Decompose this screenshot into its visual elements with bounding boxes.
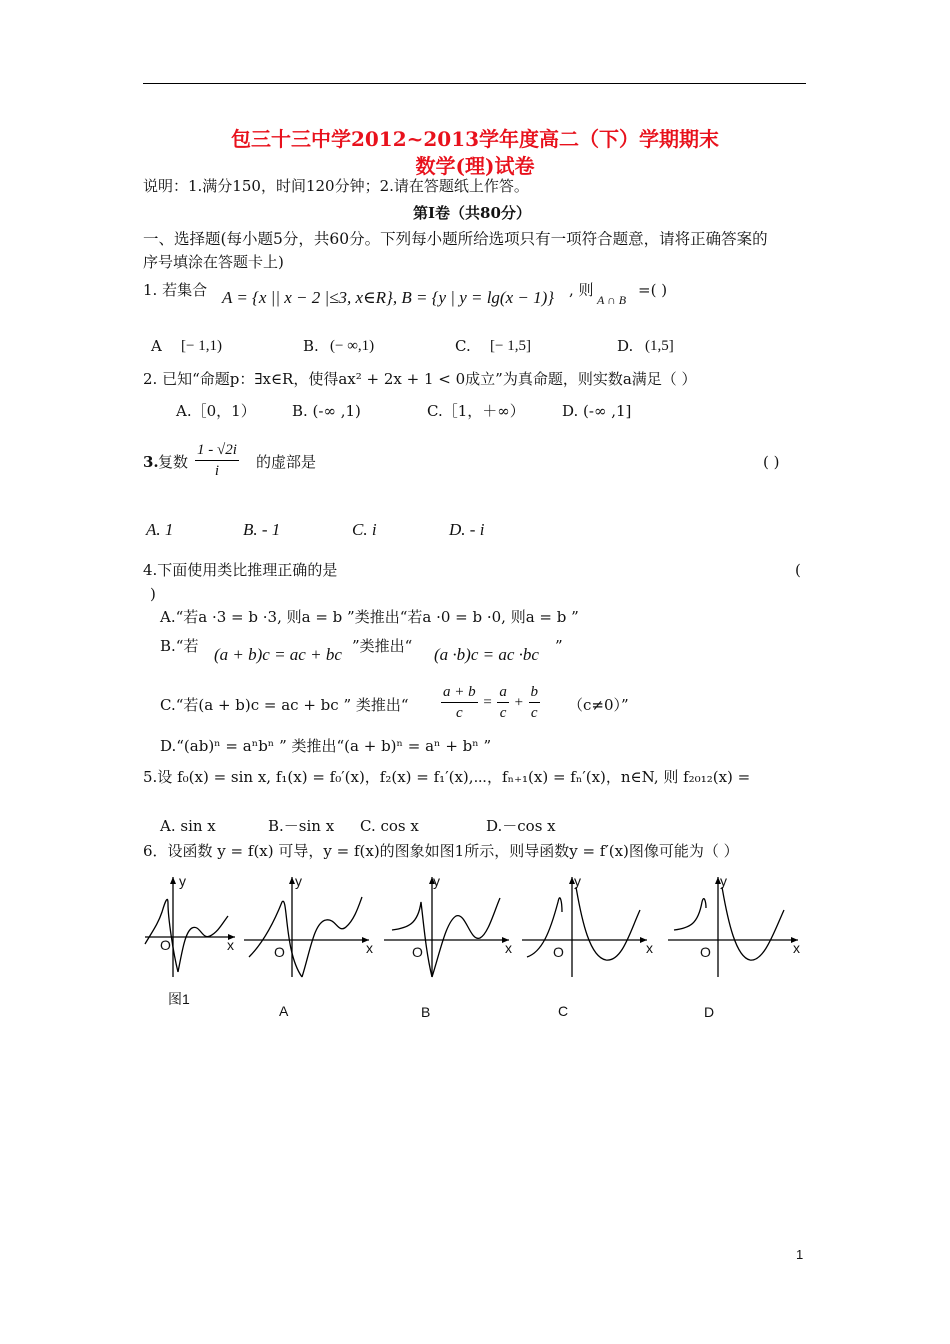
q3-fraction — [195, 440, 239, 481]
q4-frac3-den: c — [530, 705, 538, 721]
q4-option-c-1: C.“若(a + b)c = ac + bc ” 类推出“ — [160, 696, 409, 714]
q1-option-c: [− 1,5] — [490, 338, 531, 354]
graph-a-origin: O — [274, 944, 285, 960]
q6-text: 6．设函数 y = f(x) 可导，y = f(x)的图象如图1所示，则导函数y = f′(x)图像可能为（ ） — [143, 842, 739, 860]
graph-d-caption: D — [704, 1004, 715, 1020]
q4-plus: + — [513, 694, 524, 711]
q3-paren: ( ) — [763, 453, 780, 471]
graph-c-x-label: x — [646, 940, 653, 956]
q2-text: 2. 已知“命题p：∃x∈R，使得ax² + 2x + 1 < 0成立”为真命题，则实数a满足（ ） — [143, 370, 697, 388]
q2-option-d: D. (-∞ ,1] — [562, 402, 632, 420]
q5-option-b: B.－sin x — [268, 817, 335, 835]
q4-option-b-1: B.“若 — [160, 637, 199, 655]
q3-option-b: B. - 1 — [243, 520, 281, 539]
q4-option-b-math2: (a ·b)c = ac ·bc — [434, 645, 539, 664]
graph-a-x-label: x — [366, 940, 373, 956]
q4-frac1-num: a + b — [441, 682, 478, 703]
q1-option-b-key: B. — [303, 337, 319, 355]
section-heading-cont: 序号填涂在答题卡上) — [143, 253, 284, 271]
q4-option-a: A.“若a ·3 = b ·3, 则a = b ”类推出“若a ·0 = b ·0, 则a = b ” — [160, 608, 579, 626]
q4-frac-2 — [497, 682, 509, 723]
graph-a-y-label: y — [295, 873, 302, 889]
q4-option-b-3: ” — [555, 637, 563, 655]
q4-frac-1 — [441, 682, 478, 723]
q1-option-c-key: C. — [455, 337, 471, 355]
q4-option-c-3: （c≠0）” — [568, 696, 629, 714]
q3-numerator: 1 - √2i — [195, 440, 239, 461]
graph-d-x-label: x — [793, 940, 800, 956]
q4-frac-3 — [529, 682, 541, 723]
q2-option-b: B. (-∞ ,1) — [292, 402, 361, 420]
part-title: 第Ⅰ卷（共80分） — [413, 204, 531, 222]
q3-denominator: i — [214, 463, 220, 479]
section-heading: 一、选择题(每小题5分，共60分。下列每小题所给选项只有一项符合题意，请将正确答案的 — [143, 230, 768, 248]
q4-paren-close: ) — [150, 585, 156, 603]
q1-label: 1. 若集合 — [143, 281, 208, 299]
q4-option-d: D.“(ab)ⁿ = aⁿbⁿ ” 类推出“(a + b)ⁿ = aⁿ + bⁿ ” — [160, 737, 492, 755]
q4-option-c-fracs — [441, 682, 540, 723]
q5-text: 5.设 f₀(x) = sin x, f₁(x) = f₀′(x)，f₂(x) = f₁′(x),⋯，fₙ₊₁(x) = fₙ′(x)，n∈N, 则 f₂₀₁₂(x) = — [143, 768, 751, 786]
q3-fraction-body — [195, 440, 239, 481]
q1-intersection: A ∩ B — [597, 293, 627, 307]
q3-tail: 的虚部是 — [256, 453, 317, 471]
q4-equals: = — [482, 694, 493, 711]
q4-frac2-num: a — [497, 682, 509, 703]
graph-c-caption: C — [558, 1003, 569, 1019]
graph-d-origin: O — [700, 944, 711, 960]
q5-option-a: A. sin x — [160, 817, 216, 835]
q1-option-a: [− 1,1) — [181, 338, 222, 354]
graph1-y-label: y — [179, 873, 186, 889]
q4-frac1-den: c — [455, 705, 463, 721]
graph-a-caption: A — [279, 1003, 289, 1019]
page-number: 1 — [796, 1247, 804, 1262]
q3-label: 3. — [143, 453, 159, 471]
graph1-x-label: x — [227, 937, 234, 953]
q4-frac2-den: c — [499, 705, 507, 721]
exam-title: 包三十三中学2012~2013学年度高二（下）学期期末 — [230, 127, 720, 151]
q1-option-d-key: D. — [617, 337, 634, 355]
graph-b-y-label: y — [433, 873, 440, 889]
q3-option-c: C. i — [352, 520, 377, 539]
q1-option-d: (1,5] — [645, 338, 674, 354]
q2-option-a: A.［0，1） — [176, 402, 256, 420]
graph-option-d — [668, 872, 798, 982]
q5-option-c: C. cos x — [360, 817, 419, 835]
q4-frac3-num: b — [529, 682, 541, 703]
q1-option-b: (− ∞,1) — [330, 338, 375, 354]
q4-text: 4.下面使用类比推理正确的是 — [143, 561, 338, 579]
graph-figure-1 — [140, 872, 240, 982]
header-rule — [143, 83, 806, 84]
graph-c-origin: O — [553, 944, 564, 960]
q1-math: A = {x || x − 2 |≤3, x∈R}, B = {y | y = lg(x − 1)} — [222, 288, 555, 307]
graph1-origin: O — [160, 937, 171, 953]
q4-option-b-2: ”类推出“ — [352, 637, 413, 655]
exam-subtitle: 数学(理)试卷 — [415, 154, 535, 178]
q1-paren: =( ) — [638, 281, 668, 299]
graph-option-a — [244, 872, 374, 982]
q3-label2: 复数 — [158, 453, 189, 471]
q2-option-c: C.［1，＋∞） — [427, 402, 525, 420]
q1-tail: , 则 — [569, 281, 594, 299]
graph-d-y-label: y — [720, 873, 727, 889]
graph-option-b — [384, 872, 514, 982]
q3-option-a: A. 1 — [146, 520, 174, 539]
q5-option-d: D.－cos x — [486, 817, 556, 835]
q4-option-b-math1: (a + b)c = ac + bc — [214, 645, 342, 664]
instructions: 说明：1.满分150，时间120分钟；2.请在答题纸上作答。 — [143, 177, 529, 195]
q1-option-a-key: A — [151, 337, 162, 355]
graph-b-x-label: x — [505, 940, 512, 956]
graph1-caption: 图1 — [168, 991, 190, 1007]
q3-option-d: D. - i — [449, 520, 485, 539]
graph-c-y-label: y — [574, 873, 581, 889]
graph-b-caption: B — [421, 1004, 431, 1020]
graph-b-origin: O — [412, 944, 423, 960]
graph-option-c — [522, 872, 652, 982]
q4-paren-open: ( — [795, 561, 801, 579]
